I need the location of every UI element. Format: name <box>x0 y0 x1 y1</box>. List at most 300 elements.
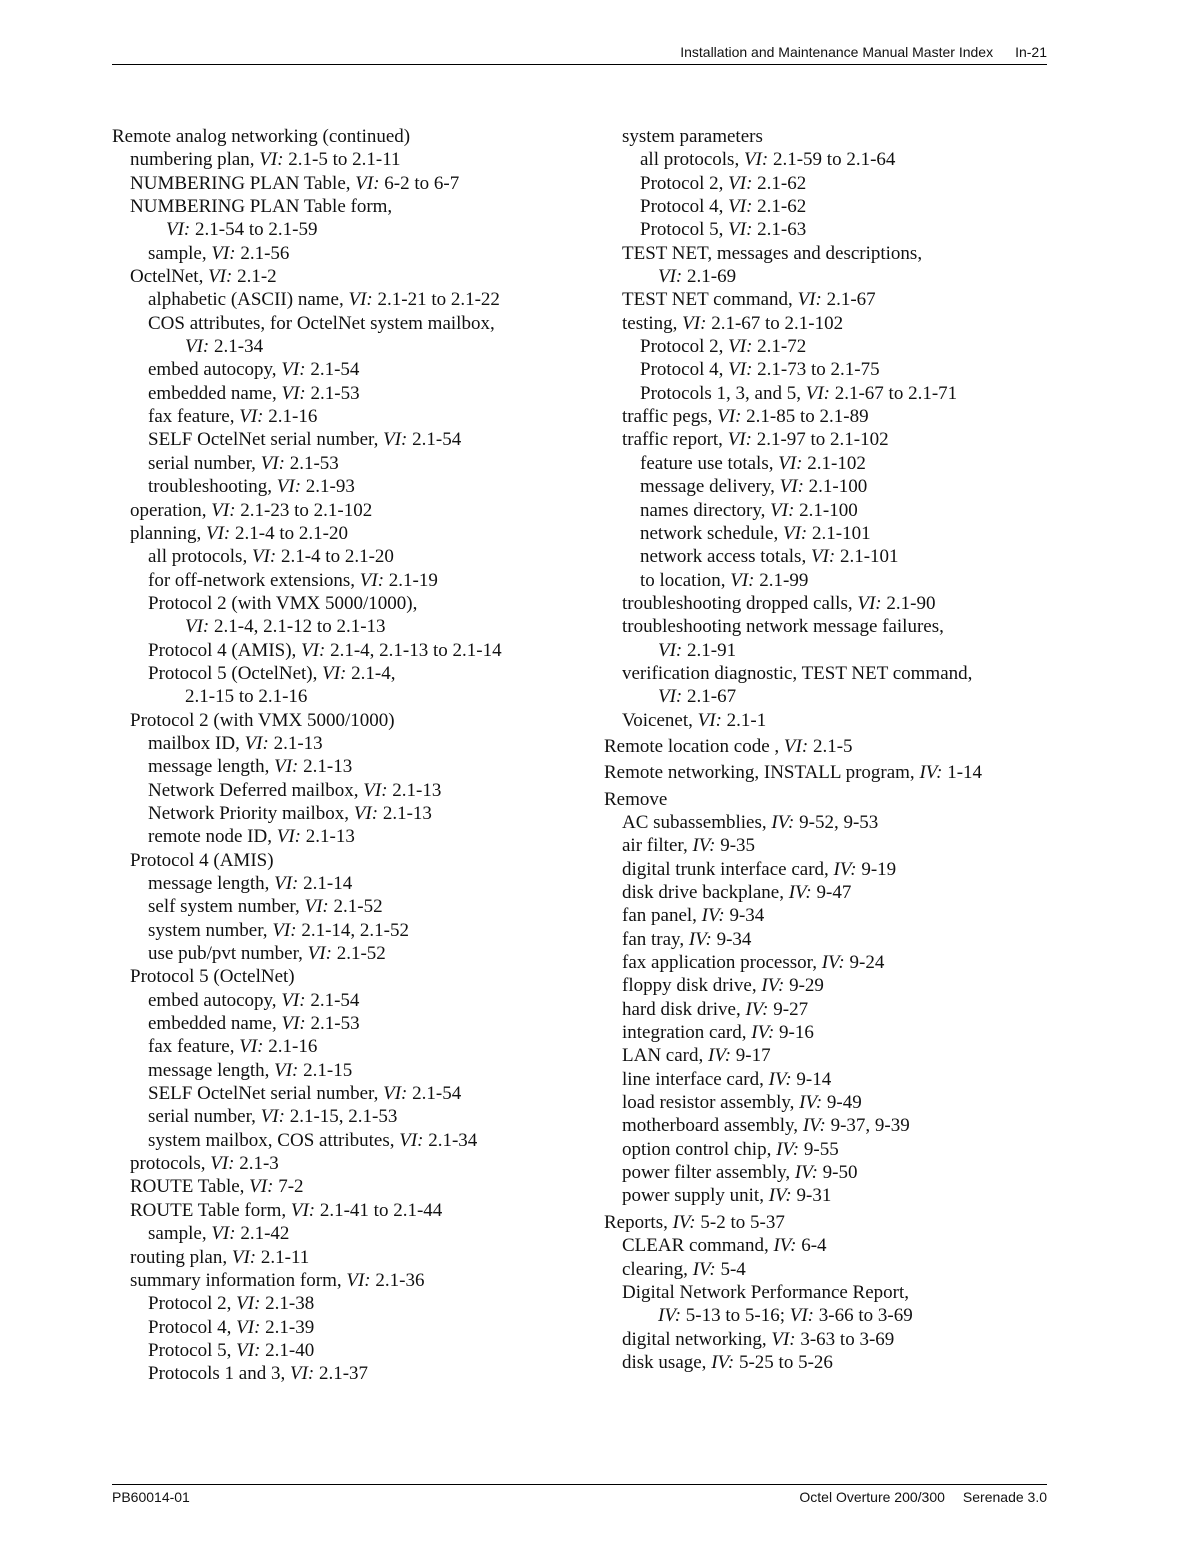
volume-ref: VI: <box>359 569 385 591</box>
entry-term: summary information form, <box>130 1269 342 1291</box>
volume-ref: VI: <box>290 1199 316 1221</box>
page-ref: 2.1-90 <box>886 592 936 614</box>
index-entry <box>112 755 582 778</box>
index-entry <box>604 1351 1044 1374</box>
entry-term: Protocol 4, <box>640 196 724 218</box>
index-entry <box>604 358 1044 381</box>
page-ref: 2.1-52 <box>336 943 386 965</box>
volume-ref: IV: <box>692 1258 716 1280</box>
page-ref: 9-29 <box>789 975 824 997</box>
volume-ref: IV: <box>701 905 725 927</box>
page-ref: 2.1-91 <box>687 639 737 661</box>
index-entry <box>604 288 1044 311</box>
index-entry <box>604 428 1044 451</box>
page-ref: 2.1-13 <box>303 756 353 778</box>
volume-ref: VI: <box>259 149 284 171</box>
index-entry <box>604 452 1044 475</box>
entry-term: embedded name, <box>148 382 277 404</box>
page-ref: 2.1-4, 2.1-13 to 2.1-14 <box>330 639 502 661</box>
volume-ref: VI: <box>322 662 347 684</box>
entry-term: disk drive backplane, <box>622 882 784 903</box>
page-ref: 2.1-37 <box>318 1363 369 1385</box>
volume-ref: VI: <box>399 1129 424 1151</box>
index-entry <box>604 522 1044 545</box>
index-entry <box>604 1281 1044 1304</box>
volume-ref: VI: <box>728 219 753 241</box>
entry-term: floppy disk drive, <box>622 975 757 997</box>
entry-term: Protocol 5 (OctelNet), <box>148 662 318 684</box>
entry-term: Remote location code , <box>604 735 780 757</box>
page-ref: 2.1-69 <box>687 266 737 288</box>
volume-ref: VI: <box>779 476 804 498</box>
volume-ref: VI: <box>211 1223 236 1245</box>
index-entry <box>112 802 582 825</box>
volume-ref: VI: <box>281 382 306 404</box>
page-ref: 9-47 <box>816 882 852 903</box>
page-ref: 2.1-34 <box>428 1129 478 1151</box>
volume-ref: VI: <box>658 686 683 708</box>
volume-ref: VI: <box>274 873 299 894</box>
entry-term: numbering plan, <box>130 149 255 171</box>
volume-ref: VI: <box>166 219 191 241</box>
page-ref: 2.1-16 <box>268 406 318 428</box>
entry-term: troubleshooting, <box>148 476 273 498</box>
entry-term: serial number, <box>148 452 256 474</box>
entry-term: Protocols 1 and 3, <box>148 1363 286 1385</box>
entry-term: Protocol 4, <box>148 1316 232 1338</box>
index-entry <box>112 1199 582 1222</box>
index-entry <box>604 475 1044 498</box>
index-entry <box>604 928 1044 951</box>
index-entry <box>112 895 582 918</box>
volume-ref: IV: <box>788 882 812 903</box>
entry-term: Protocol 2, <box>640 336 724 358</box>
entry-term: network schedule, <box>640 522 779 544</box>
entry-term: operation, <box>130 499 207 521</box>
page-ref: 2.1-4, <box>351 662 396 684</box>
index-entry <box>604 639 1044 662</box>
page-ref: 2.1-19 <box>388 569 438 591</box>
page-ref: 2.1-1 <box>726 709 767 731</box>
index-entry <box>112 872 582 895</box>
page-ref: 2.1-97 to 2.1-102 <box>756 429 889 451</box>
index-entry <box>604 1138 1044 1161</box>
page-header <box>112 44 1047 65</box>
volume-ref: IV: <box>776 1138 800 1160</box>
entry-term: fax feature, <box>148 1036 235 1058</box>
index-entry <box>604 662 1044 685</box>
entry-term: sample, <box>148 1223 207 1245</box>
volume-ref: VI: <box>301 639 326 661</box>
index-entry <box>112 965 582 988</box>
entry-term: feature use totals, <box>640 452 774 474</box>
entry-term: testing, <box>622 312 678 334</box>
page-ref: 2.1-101 <box>812 522 871 544</box>
page-ref: 2.1-13 <box>392 779 442 801</box>
page-ref: 2.1-39 <box>265 1316 315 1338</box>
page-ref: 2.1-13 <box>305 826 355 848</box>
entry-term: SELF OctelNet serial number, <box>148 1083 379 1105</box>
index-entry <box>604 1304 1044 1327</box>
page-ref: 7-2 <box>278 1176 304 1198</box>
index-entry <box>112 405 582 428</box>
entry-term: ROUTE Table form, <box>130 1199 287 1221</box>
index-entry <box>604 998 1044 1021</box>
index-entry <box>604 1114 1044 1137</box>
entry-term: Protocols 1, 3, and 5, <box>640 382 801 404</box>
volume-ref: VI: <box>770 499 795 521</box>
page-ref: 2.1-73 to 2.1-75 <box>757 359 880 381</box>
index-entry <box>112 1059 582 1082</box>
index-entry <box>604 974 1044 997</box>
volume-ref: IV: <box>768 1068 792 1090</box>
index-entry <box>112 1246 582 1269</box>
page-ref: 2.1-52 <box>333 896 383 918</box>
page-ref: 2.1-4, 2.1-12 to 2.1-13 <box>214 616 386 638</box>
volume-ref: VI: <box>353 802 379 824</box>
entry-term: verification diagnostic, TEST NET command, <box>622 662 973 684</box>
entry-term: Protocol 5, <box>640 219 724 241</box>
entry-term: hard disk drive, <box>622 998 741 1020</box>
volume-ref: VI: <box>728 172 753 194</box>
entry-term: SELF OctelNet serial number, <box>148 429 379 451</box>
entry-term: alphabetic (ASCII) name, <box>148 289 344 311</box>
index-entry <box>604 904 1044 927</box>
entry-term: clearing, <box>622 1258 688 1280</box>
index-entry <box>604 545 1044 568</box>
page-ref: 2.1-72 <box>757 336 807 358</box>
page-ref: 2.1-4 to 2.1-20 <box>235 522 348 544</box>
page-ref: 2.1-54 <box>310 359 360 381</box>
entry-term: option control chip, <box>622 1138 772 1160</box>
volume-ref: VI: <box>771 1328 796 1350</box>
volume-ref: IV: <box>794 1162 818 1184</box>
page-ref: 2.1-102 <box>807 452 866 474</box>
volume-ref: VI: <box>236 1316 261 1338</box>
entry-term: use pub/pvt number, <box>148 943 303 965</box>
volume-ref: VI: <box>728 359 753 381</box>
footer-product: Octel Overture 200/300 <box>799 1489 945 1505</box>
index-entry <box>604 788 1044 811</box>
index-entry <box>112 195 582 218</box>
volume-ref: IV: <box>745 998 769 1020</box>
volume-ref: VI: <box>348 289 373 311</box>
index-entry <box>112 382 582 405</box>
page-ref: 9-27 <box>773 998 809 1020</box>
index-entry <box>604 1184 1044 1207</box>
index-entry <box>112 919 582 942</box>
page-ref: 2.1-54 <box>412 1083 462 1105</box>
page-ref: 2.1-13 <box>382 802 432 824</box>
index-entry <box>604 709 1044 732</box>
volume-ref: VI: <box>307 943 332 965</box>
index-entry <box>112 1012 582 1035</box>
index-entry <box>604 834 1044 857</box>
volume-ref: IV: <box>833 858 857 880</box>
volume-ref: VI: <box>185 336 210 358</box>
page-ref: 2.1-101 <box>839 546 899 568</box>
entry-term: Protocol 2 (with VMX 5000/1000), <box>148 592 418 614</box>
index-entry <box>112 475 582 498</box>
index-entry <box>112 1316 582 1339</box>
page-ref: 2.1-38 <box>265 1293 315 1315</box>
index-entry <box>604 615 1044 638</box>
index-entry <box>112 709 582 732</box>
volume-ref: IV: <box>802 1115 826 1137</box>
index-entry <box>604 335 1044 358</box>
index-entry <box>604 148 1044 171</box>
entry-term: line interface card, <box>622 1068 764 1090</box>
volume-ref: VI: <box>810 546 836 568</box>
index-entry <box>112 592 582 615</box>
volume-ref: VI: <box>206 522 231 544</box>
entry-term: TEST NET, messages and descriptions, <box>622 242 923 264</box>
index-entry <box>112 172 582 195</box>
page-ref: 5-4 <box>720 1258 746 1280</box>
volume-ref: VI: <box>210 1153 235 1175</box>
entry-term: Protocol 5, <box>148 1339 232 1361</box>
entry-term: message delivery, <box>640 476 775 498</box>
volume-ref: VI: <box>782 522 808 544</box>
volume-ref: VI: <box>281 1013 306 1035</box>
page-ref: 2.1-93 <box>305 476 355 498</box>
entry-term: system mailbox, COS attributes, <box>148 1129 395 1151</box>
volume-ref: VI: <box>346 1269 371 1291</box>
index-column-right <box>604 125 1044 1374</box>
index-entry <box>604 125 1044 148</box>
page-ref: 9-52, 9-53 <box>799 811 879 833</box>
page-ref: 9-34 <box>729 905 765 927</box>
volume-ref: VI: <box>363 779 388 801</box>
volume-ref: VI: <box>274 1059 299 1081</box>
index-entry <box>112 825 582 848</box>
volume-ref: IV: <box>711 1351 735 1373</box>
entry-term: network access totals, <box>640 546 807 568</box>
index-entry <box>112 1035 582 1058</box>
index-entry <box>112 452 582 475</box>
index-entry <box>604 1091 1044 1114</box>
index-entry <box>112 312 582 335</box>
page-ref: 3-66 to 3-69 <box>818 1305 913 1327</box>
entry-term: fax application processor, <box>622 952 817 974</box>
page-ref: 9-17 <box>735 1045 771 1067</box>
index-entry <box>604 218 1044 241</box>
entry-term: digital trunk interface card, <box>622 858 829 880</box>
page-ref: 9-55 <box>803 1138 839 1160</box>
volume-ref: VI: <box>260 1106 285 1128</box>
page-ref: 2.1-5 to 2.1-11 <box>288 149 401 171</box>
index-entry <box>112 522 582 545</box>
header-page-number: In-21 <box>1015 44 1047 60</box>
page-ref: 2.1-11 <box>260 1246 310 1268</box>
entry-term: system parameters <box>622 126 763 147</box>
volume-ref: VI: <box>244 732 269 754</box>
volume-ref: VI: <box>276 826 301 848</box>
entry-term: traffic report, <box>622 429 723 451</box>
page-ref: 2.1-62 <box>757 196 807 218</box>
index-entry <box>604 569 1044 592</box>
page-ref: 2.1-85 to 2.1-89 <box>746 406 869 428</box>
entry-term: all protocols, <box>640 149 740 171</box>
volume-ref: VI: <box>208 266 233 288</box>
index-entry <box>112 545 582 568</box>
entry-term: Protocol 2 (with VMX 5000/1000) <box>130 709 395 731</box>
entry-term: Protocol 2, <box>640 172 724 194</box>
page-ref: 2.1-99 <box>759 569 809 591</box>
page-ref: 2.1-54 <box>412 429 462 451</box>
entry-term: Network Deferred mailbox, <box>148 779 359 801</box>
index-entry <box>112 732 582 755</box>
entry-term: CLEAR command, <box>622 1235 769 1257</box>
volume-ref: VI: <box>239 1036 264 1058</box>
index-entry <box>112 1129 582 1152</box>
entry-term: fan panel, <box>622 905 697 927</box>
volume-ref: IV: <box>688 928 712 950</box>
entry-term: sample, <box>148 242 207 264</box>
header-title: Installation and Maintenance Manual Master Index <box>680 44 994 60</box>
index-entry <box>112 1269 582 1292</box>
page-ref: 2.1-53 <box>310 382 360 404</box>
page-ref: 2.1-67 <box>687 686 737 708</box>
entry-term: Remote analog networking (continued) <box>112 126 411 147</box>
volume-ref: VI: <box>728 196 753 218</box>
index-entry <box>112 662 582 685</box>
index-entry <box>112 218 582 241</box>
index-entry <box>112 1292 582 1315</box>
index-entry <box>112 148 582 171</box>
entry-term: message length, <box>148 873 270 894</box>
index-entry <box>112 1082 582 1105</box>
volume-ref: IV: <box>672 1211 696 1233</box>
index-entry <box>112 989 582 1012</box>
page-ref: 2.1-5 <box>812 735 853 757</box>
index-entry <box>112 335 582 358</box>
volume-ref: IV: <box>919 762 943 784</box>
page-ref: 2.1-15 <box>303 1059 353 1081</box>
index-entry <box>604 242 1044 265</box>
entry-term: for off-network extensions, <box>148 569 356 591</box>
volume-ref: VI: <box>778 452 803 474</box>
index-entry <box>112 1105 582 1128</box>
page-ref: 2.1-53 <box>289 452 339 474</box>
page-ref: 5-25 to 5-26 <box>738 1351 833 1373</box>
index-entry <box>604 858 1044 881</box>
page-ref: 2.1-100 <box>799 499 858 521</box>
volume-ref: VI: <box>281 989 306 1011</box>
volume-ref: VI: <box>231 1246 257 1268</box>
entry-term: message length, <box>148 1059 270 1081</box>
index-column-left <box>112 125 582 1386</box>
index-entry <box>604 1068 1044 1091</box>
volume-ref: VI: <box>211 242 236 264</box>
volume-ref: IV: <box>773 1235 797 1257</box>
page-ref: 9-19 <box>861 858 897 880</box>
entry-term: serial number, <box>148 1106 256 1128</box>
entry-term: Reports, <box>604 1211 668 1233</box>
index-entry <box>112 685 582 708</box>
volume-ref: IV: <box>708 1045 732 1067</box>
entry-term: AC subassemblies, <box>622 811 767 833</box>
page-ref: 9-14 <box>796 1068 832 1090</box>
index-entry <box>604 1234 1044 1257</box>
entry-term: integration card, <box>622 1022 747 1044</box>
index-entry <box>604 811 1044 834</box>
footer-product-info <box>799 1489 1047 1505</box>
index-entry <box>604 1328 1044 1351</box>
entry-term: Protocol 4 (AMIS) <box>130 849 274 871</box>
entry-term: motherboard assembly, <box>622 1115 799 1137</box>
index-entry <box>604 405 1044 428</box>
entry-term: names directory, <box>640 499 766 521</box>
index-entry <box>112 1362 582 1385</box>
page-ref: 9-24 <box>849 952 885 974</box>
entry-term: power filter assembly, <box>622 1162 791 1184</box>
page-ref: 9-34 <box>716 928 752 950</box>
entry-term: fan tray, <box>622 928 685 950</box>
volume-ref: VI: <box>239 406 264 428</box>
entry-term: disk usage, <box>622 1351 707 1373</box>
volume-ref: VI: <box>249 1176 274 1198</box>
footer-release: Serenade 3.0 <box>962 1489 1047 1505</box>
page-ref: 2.1-63 <box>757 219 807 241</box>
entry-term: NUMBERING PLAN Table, <box>130 172 351 194</box>
entry-term: COS attributes, for OctelNet system mailbox, <box>148 312 495 334</box>
index-entry <box>604 1044 1044 1067</box>
page-ref: 2.1-42 <box>240 1223 290 1245</box>
page-ref: 2.1-13 <box>273 732 323 754</box>
page-ref: 2.1-67 <box>826 289 876 311</box>
index-entry <box>112 569 582 592</box>
page-ref: 9-37, 9-39 <box>830 1115 910 1137</box>
volume-ref: VI: <box>236 1339 261 1361</box>
index-entry <box>112 615 582 638</box>
entry-term: TEST NET command, <box>622 289 793 311</box>
volume-ref: IV: <box>761 975 785 997</box>
volume-ref: VI: <box>251 546 277 568</box>
page-ref: 2.1-3 <box>239 1153 279 1175</box>
index-entry <box>112 849 582 872</box>
page-ref: 9-49 <box>826 1092 862 1114</box>
entry-term: traffic pegs, <box>622 406 713 428</box>
index-entry <box>604 592 1044 615</box>
volume-ref: VI: <box>727 429 752 451</box>
page-ref: 2.1-15, 2.1-53 <box>289 1106 398 1128</box>
entry-term: system number, <box>148 919 268 941</box>
entry-term: Protocol 4 (AMIS), <box>148 639 297 661</box>
page-ref: 5-2 to 5-37 <box>700 1211 785 1233</box>
entry-term: Protocol 4, <box>640 359 724 381</box>
volume-ref: VI: <box>797 289 822 311</box>
entry-term: Digital Network Performance Report, <box>622 1281 910 1303</box>
volume-ref: VI: <box>383 1083 408 1105</box>
page-ref: 2.1-54 <box>310 989 360 1011</box>
volume-ref: VI: <box>185 616 210 638</box>
entry-term: mailbox ID, <box>148 732 240 754</box>
entry-term: ROUTE Table, <box>130 1176 245 1198</box>
entry-term: embed autocopy, <box>148 989 277 1011</box>
page-ref: 2.1-34 <box>214 336 264 358</box>
page-ref: 2.1-100 <box>808 476 868 498</box>
index-entry <box>604 172 1044 195</box>
index-entry <box>604 1021 1044 1044</box>
volume-ref: VI: <box>274 756 299 778</box>
entry-term: embedded name, <box>148 1013 277 1035</box>
volume-ref: VI: <box>355 172 380 194</box>
page-ref: 6-4 <box>801 1235 827 1257</box>
volume-ref: VI: <box>682 312 707 334</box>
page-ref: 6-2 to 6-7 <box>384 172 460 194</box>
volume-ref: IV: <box>821 952 845 974</box>
